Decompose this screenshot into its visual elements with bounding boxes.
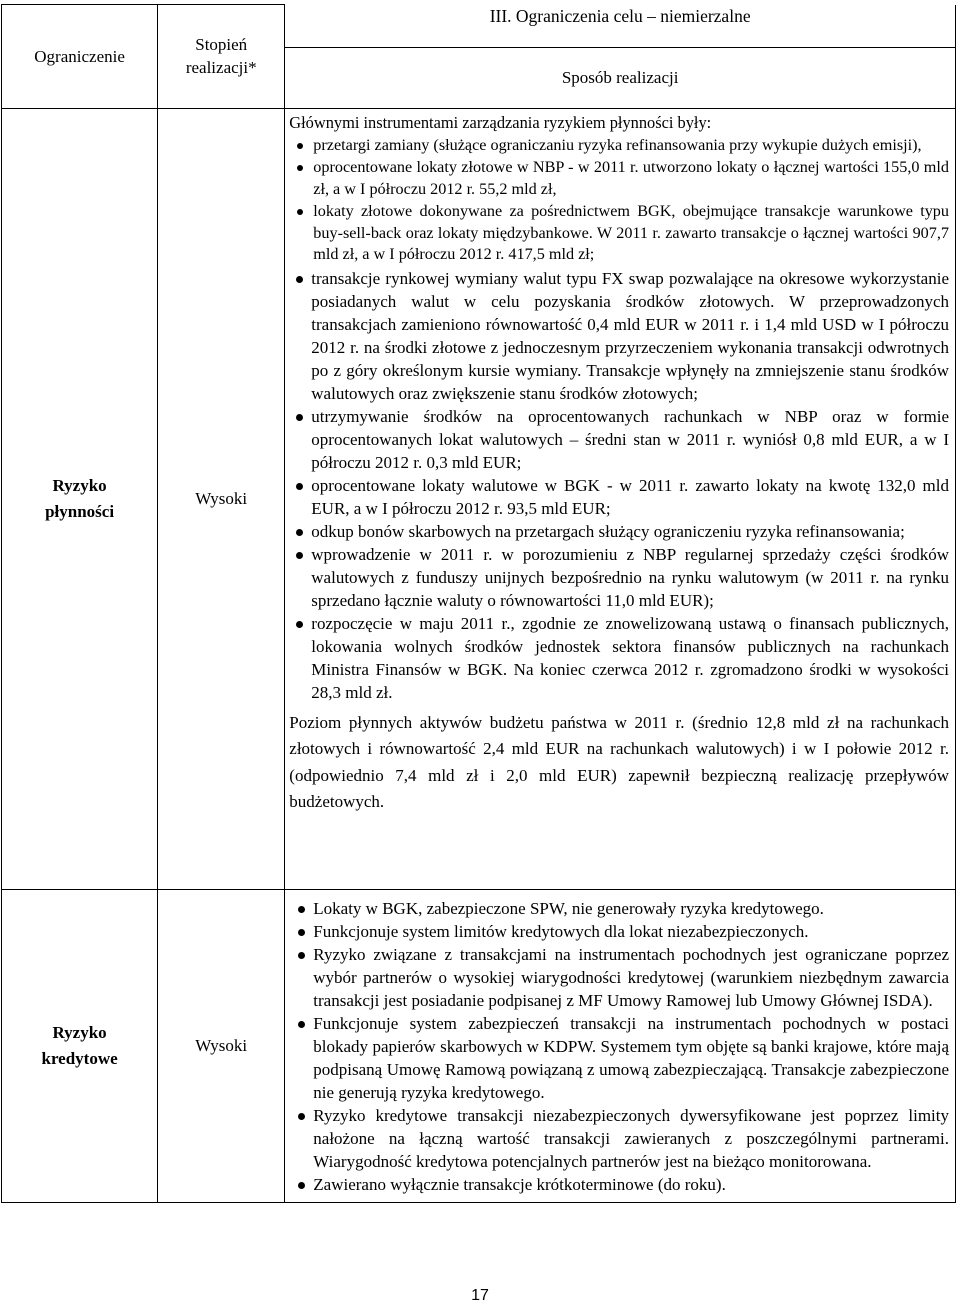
- bullet-icon: [297, 165, 303, 171]
- bullet-icon: [296, 276, 303, 283]
- list-item: utrzymywanie środków na oprocentowanych rachunkach w NBP oraz w formie oprocentowanych lokat walutowych – średni stan w 2011 r. wyniósł 0,8 mld EUR, a w I półroczu 2012 r. 0,3 mld EUR;: [289, 405, 949, 474]
- bullet-icon: [296, 483, 303, 490]
- bullet-icon: [297, 209, 303, 215]
- list-item: rozpoczęcie w maju 2011 r., zgodnie ze znowelizowaną ustawą o finansach publicznych, lokowania wolnych środków jednostek sektora finansów publicznych na rachunkach Ministra Finansów w BGK. Na koniec czerwca 2012 r. zgromadzono środki w wysokości 28,3 mld zł.: [289, 612, 949, 704]
- page-number: 17: [471, 1287, 489, 1304]
- header-degree-line1: Stopień: [195, 35, 248, 55]
- risk-name-line1: Ryzyko: [52, 475, 107, 495]
- degree-credit: Wysoki: [158, 889, 285, 1202]
- risk-name-line2: kredytowe: [41, 1048, 118, 1068]
- liquidity-summary: Poziom płynnych aktywów budżetu państwa w 2011 r. (średnio 12,8 mld zł na rachunkach złotowych i równowartość 2,4 mld EUR na rachunkach walutowych) i w I połowie 2012 r. (odpowiednio 7,4 mld zł i 2,0 mld EUR) zapewnił bezpieczną realizację przepływów budżetowych.: [289, 712, 949, 811]
- bullet-icon: [297, 143, 303, 149]
- liquidity-bullet-list: [289, 135, 949, 266]
- risk-name-line1: Ryzyko: [52, 1022, 107, 1042]
- list-item: Ryzyko związane z transakcjami na instrumentach pochodnych jest ograniczane poprzez wybór partnerów o wysokiej wiarygodności kredytowej (warunkiem niezbędnym zawarcia transakcji jest posiadanie podpisanej z MF Umowy Ramowej lub Umowy Głównej ISDA).: [291, 943, 949, 1012]
- bullet-icon: [298, 952, 305, 959]
- list-item: Funkcjonuje system zabezpieczeń transakcji na instrumentach pochodnych w postaci blokady papierów skarbowych w KDPW. Systemem tym objęte są banki krajowe, które mają podpisaną Umowę Ramową powiązaną z umową zabezpieczającą. Transakcje zabezpieczone nie generują ryzyka kredytowego.: [291, 1012, 949, 1104]
- list-item: lokaty złotowe dokonywane za pośrednictwem BGK, obejmujące transakcje warunkowe typu buy-sell-back oraz lokaty międzybankowe. W 2011 r. zawarto transakcje o łącznej wartości 907,7 mld zł, a w I półroczu 2012 r. 417,5 mld zł;: [289, 201, 949, 266]
- list-item: wprowadzenie w 2011 r. w porozumieniu z NBP regularnej sprzedaży części środków walutowych z funduszy unijnych bezpośrednio na rynku walutowym (w 2011 r. na rynku sprzedano łącznie waluty o równowartości 11,0 mld EUR);: [289, 543, 949, 612]
- bullet-icon: [298, 906, 305, 913]
- constraints-table: [1, 4, 956, 1203]
- bullet-icon: [298, 1182, 305, 1189]
- liquidity-bullet-list-2: [289, 267, 949, 704]
- list-item: Funkcjonuje system limitów kredytowych dla lokat niezabezpieczonych.: [291, 920, 949, 943]
- risk-name-credit: [2, 889, 158, 1202]
- row-credit-risk: [2, 889, 956, 1202]
- header-degree-line2: realizacji*: [185, 58, 257, 78]
- header-method: Sposób realizacji: [285, 47, 956, 108]
- method-liquidity: [285, 108, 956, 889]
- list-item: oprocentowane lokaty złotowe w NBP - w 2011 r. utworzono lokaty o łącznej wartości 155,0 mld zł, a w I półroczu 2012 r. 55,2 mld zł,: [289, 157, 949, 200]
- list-item: Zawierano wyłącznie transakcje krótkoterminowe (do roku).: [291, 1173, 949, 1196]
- row-liquidity-risk: [2, 108, 956, 889]
- lead-text: Głównymi instrumentami zarządzania ryzykiem płynności były:: [289, 112, 712, 132]
- method-credit: [285, 889, 956, 1202]
- bullet-icon: [298, 929, 305, 936]
- bullet-icon: [296, 529, 303, 536]
- section-title: III. Ograniczenia celu – niemierzalne: [285, 5, 956, 48]
- list-item: przetargi zamiany (służące ograniczaniu ryzyka refinansowania przy wykupie dużych emisji),: [289, 135, 949, 157]
- list-item: Lokaty w BGK, zabezpieczone SPW, nie generowały ryzyka kredytowego.: [291, 897, 949, 920]
- bullet-icon: [296, 414, 303, 421]
- header-degree: [158, 5, 285, 109]
- degree-liquidity: Wysoki: [158, 108, 285, 889]
- risk-name-liquidity: [2, 108, 158, 889]
- risk-name-line2: płynności: [45, 501, 115, 521]
- list-item: odkup bonów skarbowych na przetargach służący ograniczeniu ryzyka refinansowania;: [289, 520, 949, 543]
- credit-bullet-list: [291, 897, 949, 1196]
- bullet-icon: [298, 1113, 305, 1120]
- bullet-icon: [296, 621, 303, 628]
- list-item: Ryzyko kredytowe transakcji niezabezpieczonych dywersyfikowane jest poprzez limity nałożone na łączną wartość transakcji zawieranych z poszczególnymi partnerami. Wiarygodność kredytowa potencjalnych partnerów jest na bieżąco monitorowana.: [291, 1104, 949, 1173]
- header-constraint: Ograniczenie: [2, 5, 158, 109]
- list-item: transakcje rynkowej wymiany walut typu FX swap pozwalające na okresowe wykorzystanie posiadanych walut w celu pozyskania środków złotowych. W przeprowadzonych transakcjach zamieniono równowartość 0,4 mld EUR w 2011 r. i 1,4 mld USD w I półroczu 2012 r. na środki złotowe z jednoczesnym przyrzeczeniem wykonania transakcji odwrotnych po z góry określonym kursie wymiany. Transakcje wpłynęły na zmniejszenie stanu środków walutowych oraz zwiększenie stanu środków złotowych;: [289, 267, 949, 405]
- list-item: oprocentowane lokaty walutowe w BGK - w 2011 r. zawarto lokaty na kwotę 132,0 mld EUR, a w I półroczu 2012 r. 93,5 mld EUR;: [289, 474, 949, 520]
- bullet-icon: [298, 1021, 305, 1028]
- bullet-icon: [296, 552, 303, 559]
